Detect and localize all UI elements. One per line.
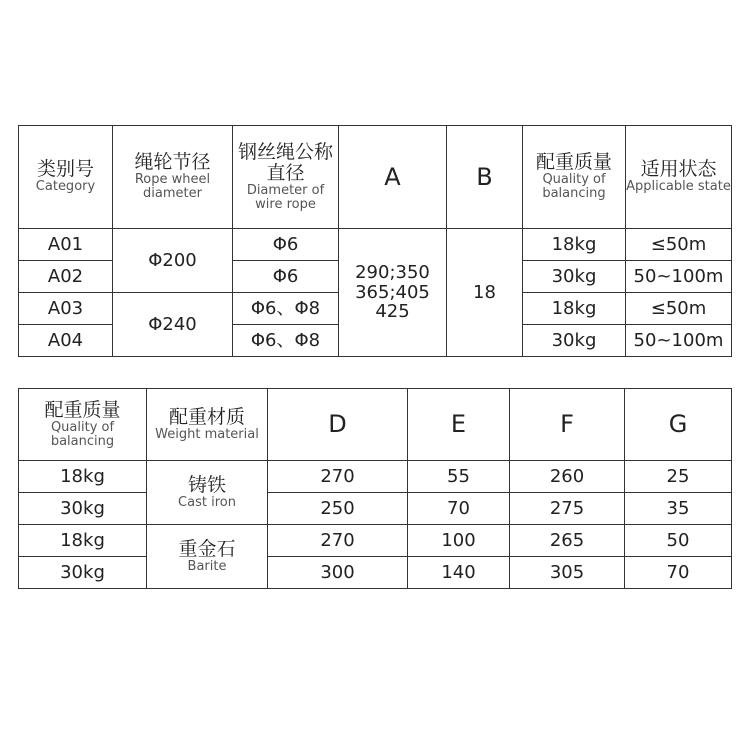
header-category: 类别号 Category [19, 126, 113, 229]
category-cell: A02 [19, 261, 113, 293]
rope-wheel-cell: Φ200 [113, 229, 233, 293]
mass-cell: 18kg [523, 229, 626, 261]
d-cell: 270 [268, 525, 408, 557]
header-e: E [408, 389, 510, 461]
e-cell: 55 [408, 461, 510, 493]
table-row [19, 229, 732, 261]
g-cell: 35 [625, 493, 732, 525]
header-quality-of-balancing: 配重质量 Quality of balancing [523, 126, 626, 229]
wire-rope-cell: Φ6、Φ8 [233, 293, 339, 325]
g-cell: 50 [625, 525, 732, 557]
header-d: D [268, 389, 408, 461]
category-cell: A04 [19, 325, 113, 357]
header-b: B [447, 126, 523, 229]
header-quality-of-balancing: 配重质量 Quality of balancing [19, 389, 147, 461]
wire-rope-cell: Φ6 [233, 261, 339, 293]
header-weight-material: 配重材质 Weight material [147, 389, 268, 461]
f-cell: 275 [510, 493, 625, 525]
e-cell: 140 [408, 557, 510, 589]
mass-cell: 18kg [19, 525, 147, 557]
category-cell: A01 [19, 229, 113, 261]
d-cell: 250 [268, 493, 408, 525]
state-cell: 50~100m [626, 261, 732, 293]
material-cell: 重金石 Barite [147, 525, 268, 589]
mass-cell: 18kg [523, 293, 626, 325]
mass-cell: 18kg [19, 461, 147, 493]
state-cell: ≤50m [626, 229, 732, 261]
a-values-cell: 290;350 365;405 425 [339, 229, 447, 357]
mass-cell: 30kg [19, 493, 147, 525]
wire-rope-cell: Φ6、Φ8 [233, 325, 339, 357]
d-cell: 270 [268, 461, 408, 493]
header-applicable-state: 适用状态 Applicable state [626, 126, 732, 229]
spec-table-1 [18, 125, 732, 357]
table-row [19, 461, 732, 493]
table-row [19, 493, 732, 525]
header-wire-rope-diameter: 钢丝绳公称直径 Diameter of wire rope [233, 126, 339, 229]
g-cell: 70 [625, 557, 732, 589]
header-rope-wheel-diameter: 绳轮节径 Rope wheel diameter [113, 126, 233, 229]
table1-header-row [19, 126, 732, 229]
material-cell: 铸铁 Cast iron [147, 461, 268, 525]
header-f: F [510, 389, 625, 461]
mass-cell: 30kg [523, 261, 626, 293]
category-cell: A03 [19, 293, 113, 325]
table-row [19, 557, 732, 589]
f-cell: 265 [510, 525, 625, 557]
g-cell: 25 [625, 461, 732, 493]
state-cell: ≤50m [626, 293, 732, 325]
b-value-cell: 18 [447, 229, 523, 357]
mass-cell: 30kg [523, 325, 626, 357]
rope-wheel-cell: Φ240 [113, 293, 233, 357]
header-g: G [625, 389, 732, 461]
wire-rope-cell: Φ6 [233, 229, 339, 261]
header-a: A [339, 126, 447, 229]
f-cell: 305 [510, 557, 625, 589]
state-cell: 50~100m [626, 325, 732, 357]
e-cell: 100 [408, 525, 510, 557]
e-cell: 70 [408, 493, 510, 525]
table2-header-row [19, 389, 732, 461]
d-cell: 300 [268, 557, 408, 589]
f-cell: 260 [510, 461, 625, 493]
table-row [19, 525, 732, 557]
mass-cell: 30kg [19, 557, 147, 589]
spec-table-2 [18, 388, 732, 589]
